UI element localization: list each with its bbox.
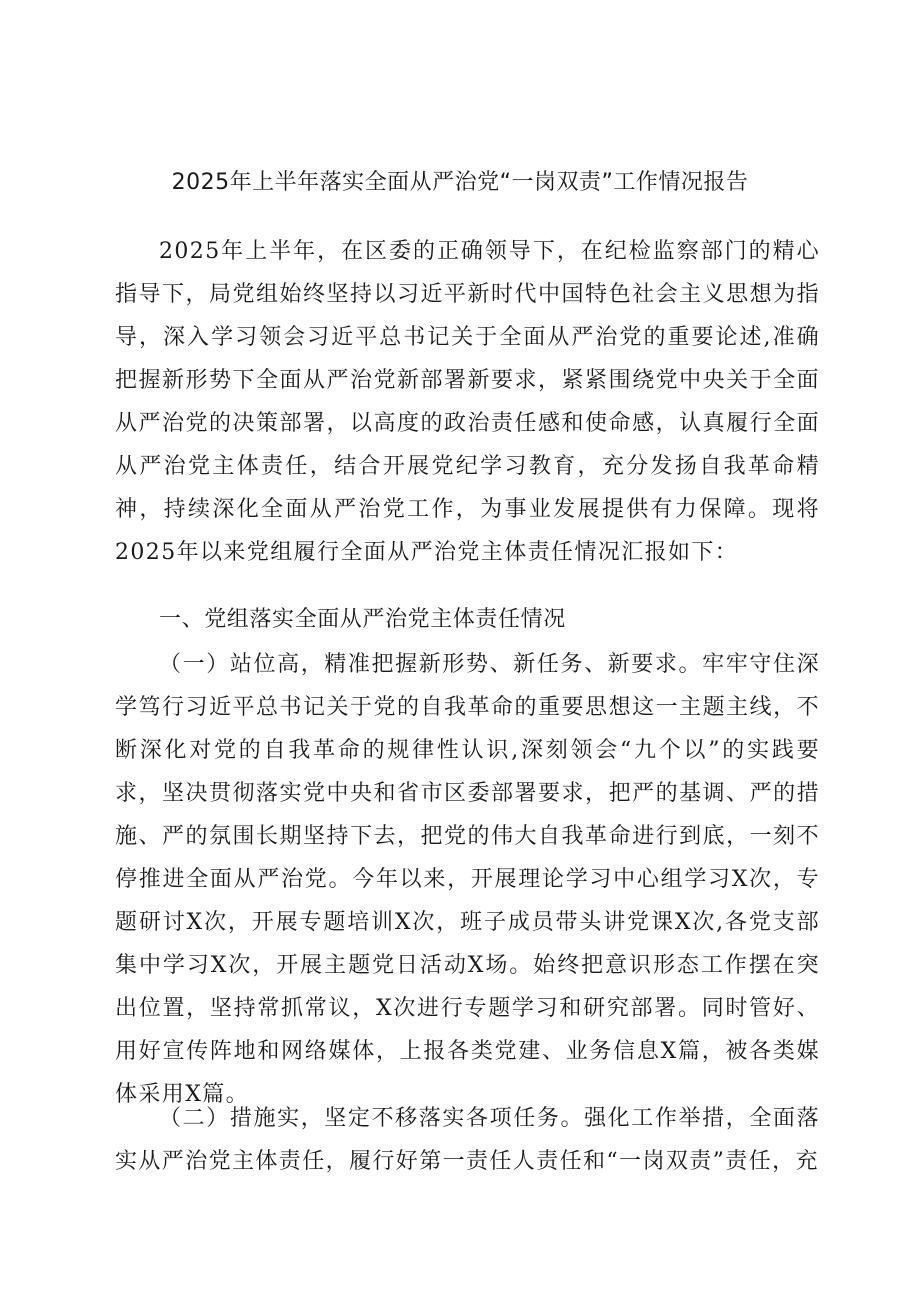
paragraph-item-1: （一）站位高，精准把握新形势、新任务、新要求。牢牢守住深学笃行习近平总书记关于党的自我革命的重要思想这一主题主线，不断深化对党的自我革命的规律性认识,深刻领会“九个以”的实践要求，坚决贯彻落实党中央和省市区委部署要求，把严的基调、严的措施、严的氛围长期坚持下去，把党的伟大自我革命进行到底，一刻不停推进全面从严治党。今年以来，开展理论学习中心组学习X次，专题研讨X次，开展专题培训X次，班子成员带头讲党课X次,各党支部集中学习X次，开展主题党日活动X场。始终把意识形态工作摆在突出位置，坚持常抓常议，X次进行专题学习和研究部署。同时管好、用好宣传阵地和网络媒体，上报各类党建、业务信息X篇，被各类媒体采用X篇。 (115, 652, 820, 1107)
section-heading: 一、党组落实全面从严治党主体责任情况 (159, 607, 566, 632)
paragraph-item-2: （二）措施实，坚定不移落实各项任务。强化工作举措，全面落实从严治党主体责任，履行好第一责任人责任和“一岗双责”责任，充 (115, 1106, 820, 1174)
intro-paragraph: 2025年上半年，在区委的正确领导下，在纪检监察部门的精心指导下，局党组始终坚持以习近平新时代中国特色社会主义思想为指导，深入学习领会习近平总书记关于全面从严治党的重要论述,准确把握新形势下全面从严治党新部署新要求，紧紧围绕党中央关于全面从严治党的决策部署，以高度的政治责任感和使命感，认真履行全面从严治党主体责任，结合开展党纪学习教育，充分发扬自我革命精神，持续深化全面从严治党工作，为事业发展提供有力保障。现将2025年以来党组履行全面从严治党主体责任情况汇报如下： (115, 239, 820, 565)
document-title: 2025年上半年落实全面从严治党“一岗双责”工作情况报告 (171, 170, 749, 195)
